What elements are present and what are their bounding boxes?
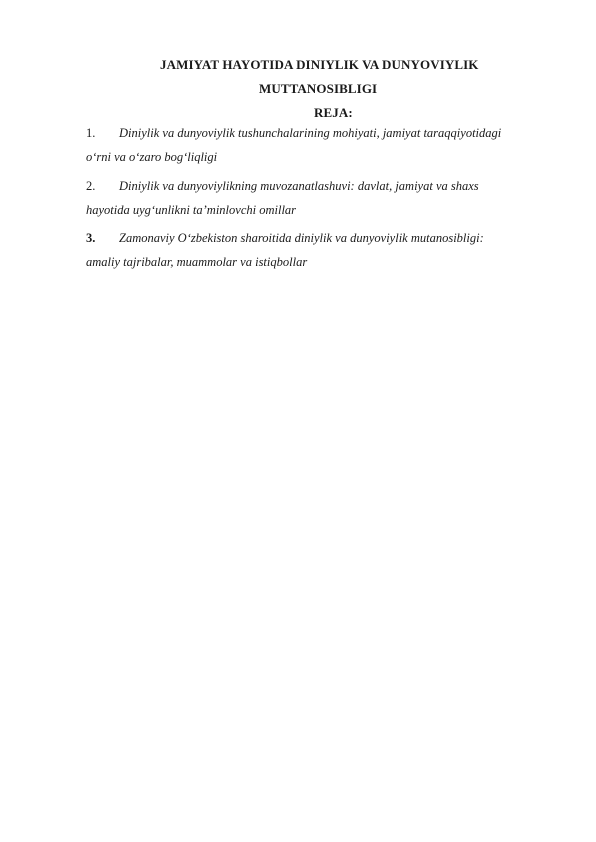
document-title-line-2: MUTTANOSIBLIGI: [259, 81, 378, 96]
plan-item-1-number: 1.: [86, 126, 96, 140]
document-title-line-1: JAMIYAT HAYOTIDA DINIYLIK VA DUNYOVIYLIK: [160, 57, 479, 72]
plan-item-1-line-1: [86, 121, 556, 145]
plan-heading: REJA:: [314, 105, 353, 120]
plan-item-3-text-2: amaliy tajribalar, muammolar va istiqbollar: [86, 255, 308, 269]
plan-item-2-text-1: Diniylik va dunyoviylikning muvozanatlashuvi: davlat, jamiyat va shaxs: [119, 179, 479, 193]
plan-item-3-line-1: [86, 226, 556, 250]
plan-item-3-text-1: Zamonaviy O‘zbekiston sharoitida diniylik va dunyoviylik mutanosibligi:: [119, 231, 484, 245]
plan-item-2-line-1: [86, 174, 556, 198]
plan-item-3-number: 3.: [86, 231, 96, 245]
plan-item-2-number: 2.: [86, 179, 96, 193]
plan-item-3: [86, 226, 556, 274]
plan-item-1: [86, 121, 556, 169]
plan-item-2-text-2: hayotida uyg‘unlikni ta’minlovchi omillar: [86, 203, 297, 217]
plan-item-2: [86, 174, 556, 222]
plan-item-1-text-1: Diniylik va dunyoviylik tushunchalarining mohiyati, jamiyat taraqqiyotidagi: [119, 126, 502, 140]
plan-item-1-text-2: o‘rni va o‘zaro bog‘liqligi: [86, 150, 218, 164]
